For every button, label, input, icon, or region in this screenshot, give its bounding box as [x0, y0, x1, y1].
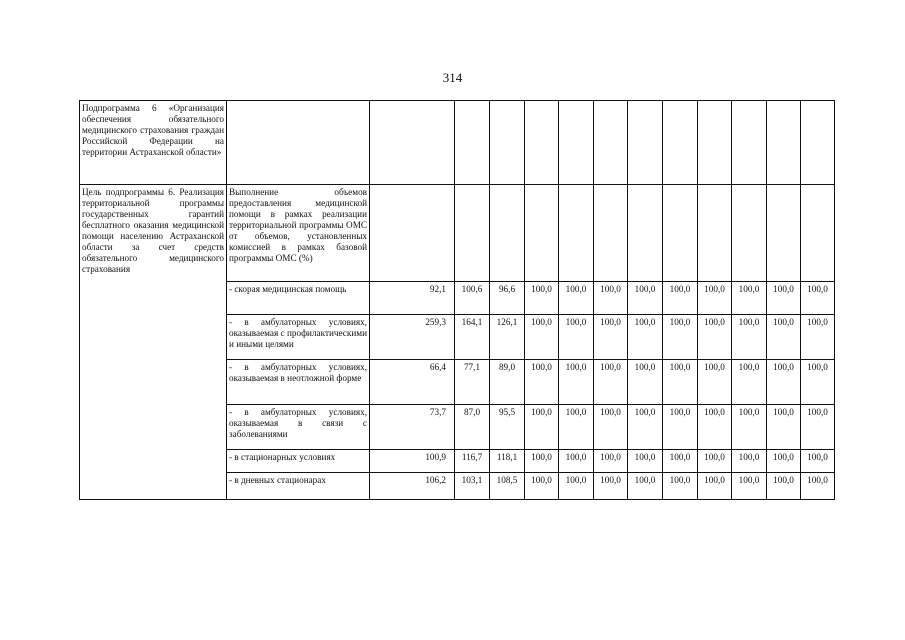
empty-cell — [628, 101, 663, 185]
value-cell: 100,0 — [732, 282, 767, 315]
value-cell: 100,0 — [663, 315, 698, 360]
value-cell: 100,0 — [698, 450, 732, 473]
value-cell: 100,0 — [594, 282, 628, 315]
value-cell: 100,0 — [559, 450, 594, 473]
empty-cell — [732, 101, 767, 185]
value-cell: 108,5 — [490, 473, 525, 500]
value-cell: 100,0 — [732, 405, 767, 450]
indicator-cell: Выполнение объемов предоставления медицинской помощи в рамках реализации территориальной программы ОМС от объемов, установленных комиссией в рамках базовой программы ОМС (%) — [227, 185, 370, 282]
value-cell: 100,0 — [698, 405, 732, 450]
value-cell: 100,0 — [594, 450, 628, 473]
value-cell: 100,9 — [370, 450, 455, 473]
empty-cell — [490, 101, 525, 185]
value-cell: 100,0 — [801, 405, 835, 450]
empty-cell — [767, 185, 801, 282]
value-cell: 100,0 — [559, 473, 594, 500]
value-cell: 100,0 — [801, 450, 835, 473]
value-cell: 100,0 — [698, 315, 732, 360]
value-cell: 100,0 — [628, 360, 663, 405]
value-cell: 164,1 — [455, 315, 490, 360]
value-cell: 100,0 — [663, 473, 698, 500]
empty-cell — [594, 185, 628, 282]
value-cell: 100,0 — [628, 282, 663, 315]
empty-cell — [370, 185, 455, 282]
value-cell: 96,6 — [490, 282, 525, 315]
empty-cell — [594, 101, 628, 185]
value-cell: 92,1 — [370, 282, 455, 315]
empty-cell — [698, 185, 732, 282]
value-cell: 100,0 — [663, 450, 698, 473]
value-cell: 100,0 — [801, 282, 835, 315]
subprogram-title-cell: Подпрограмма 6 «Организация обеспечения обязательного медицинского страхования граждан Российской Федерации на территории Астраханской области» — [80, 101, 227, 185]
value-cell: 259,3 — [370, 315, 455, 360]
value-cell: 100,0 — [801, 473, 835, 500]
value-cell: 118,1 — [490, 450, 525, 473]
empty-cell — [732, 185, 767, 282]
value-cell: 89,0 — [490, 360, 525, 405]
page-number: 314 — [442, 70, 463, 85]
empty-cell — [490, 185, 525, 282]
empty-cell — [455, 101, 490, 185]
row-label: - в амбулаторных условиях, оказываемая в связи с заболеваниями — [227, 405, 370, 450]
empty-cell — [698, 101, 732, 185]
goal-row — [80, 185, 835, 282]
value-cell: 100,0 — [732, 450, 767, 473]
value-cell: 73,7 — [370, 405, 455, 450]
value-cell: 100,0 — [628, 315, 663, 360]
value-cell: 100,0 — [801, 360, 835, 405]
value-cell: 100,0 — [732, 315, 767, 360]
value-cell: 100,0 — [594, 473, 628, 500]
value-cell: 100,0 — [698, 360, 732, 405]
row-label: - в дневных стационарах — [227, 473, 370, 500]
value-cell: 100,0 — [767, 473, 801, 500]
empty-cell — [663, 101, 698, 185]
value-cell: 100,0 — [663, 360, 698, 405]
value-cell: 100,0 — [628, 473, 663, 500]
value-cell: 100,0 — [767, 405, 801, 450]
empty-cell — [628, 185, 663, 282]
empty-cell — [559, 185, 594, 282]
empty-cell — [559, 101, 594, 185]
row-label: - в стационарных условиях — [227, 450, 370, 473]
value-cell: 100,0 — [594, 405, 628, 450]
value-cell: 103,1 — [455, 473, 490, 500]
value-cell: 100,0 — [801, 315, 835, 360]
empty-cell — [663, 185, 698, 282]
value-cell: 87,0 — [455, 405, 490, 450]
value-cell: 100,0 — [559, 282, 594, 315]
row-label: - в амбулаторных условиях, оказываемая с профилактическими и иными целями — [227, 315, 370, 360]
value-cell: 100,0 — [767, 315, 801, 360]
value-cell: 100,0 — [559, 360, 594, 405]
row-label: - в амбулаторных условиях, оказываемая в неотложной форме — [227, 360, 370, 405]
value-cell: 100,0 — [698, 282, 732, 315]
value-cell: 100,0 — [732, 360, 767, 405]
value-cell: 100,0 — [525, 450, 559, 473]
value-cell: 100,0 — [525, 315, 559, 360]
goal-cell: Цель подпрограммы 6. Реализация территориальной программы государственных гарантий бесплатного оказания медицинской помощи населению Астраханской области за счет средств обязательного медицинского страхования — [80, 185, 227, 500]
value-cell: 116,7 — [455, 450, 490, 473]
value-cell: 95,5 — [490, 405, 525, 450]
subprogram-row — [80, 101, 835, 185]
value-cell: 100,0 — [767, 360, 801, 405]
value-cell: 100,0 — [559, 405, 594, 450]
empty-cell — [370, 101, 455, 185]
value-cell: 100,0 — [559, 315, 594, 360]
value-cell: 100,0 — [525, 405, 559, 450]
value-cell: 100,0 — [594, 315, 628, 360]
value-cell: 100,0 — [525, 282, 559, 315]
empty-cell — [767, 101, 801, 185]
value-cell: 100,6 — [455, 282, 490, 315]
value-cell: 77,1 — [455, 360, 490, 405]
value-cell: 100,0 — [663, 282, 698, 315]
value-cell: 100,0 — [698, 473, 732, 500]
value-cell: 100,0 — [628, 450, 663, 473]
empty-cell — [525, 101, 559, 185]
value-cell: 106,2 — [370, 473, 455, 500]
value-cell: 100,0 — [525, 473, 559, 500]
value-cell: 100,0 — [594, 360, 628, 405]
empty-cell — [801, 185, 835, 282]
value-cell: 100,0 — [663, 405, 698, 450]
indicators-table — [79, 100, 835, 500]
empty-cell — [801, 101, 835, 185]
value-cell: 100,0 — [732, 473, 767, 500]
empty-cell — [455, 185, 490, 282]
row-label: - скорая медицинская помощь — [227, 282, 370, 315]
value-cell: 66,4 — [370, 360, 455, 405]
value-cell: 100,0 — [628, 405, 663, 450]
value-cell: 100,0 — [767, 450, 801, 473]
empty-cell — [525, 185, 559, 282]
value-cell: 126,1 — [490, 315, 525, 360]
value-cell: 100,0 — [767, 282, 801, 315]
value-cell: 100,0 — [525, 360, 559, 405]
empty-cell — [227, 101, 370, 185]
